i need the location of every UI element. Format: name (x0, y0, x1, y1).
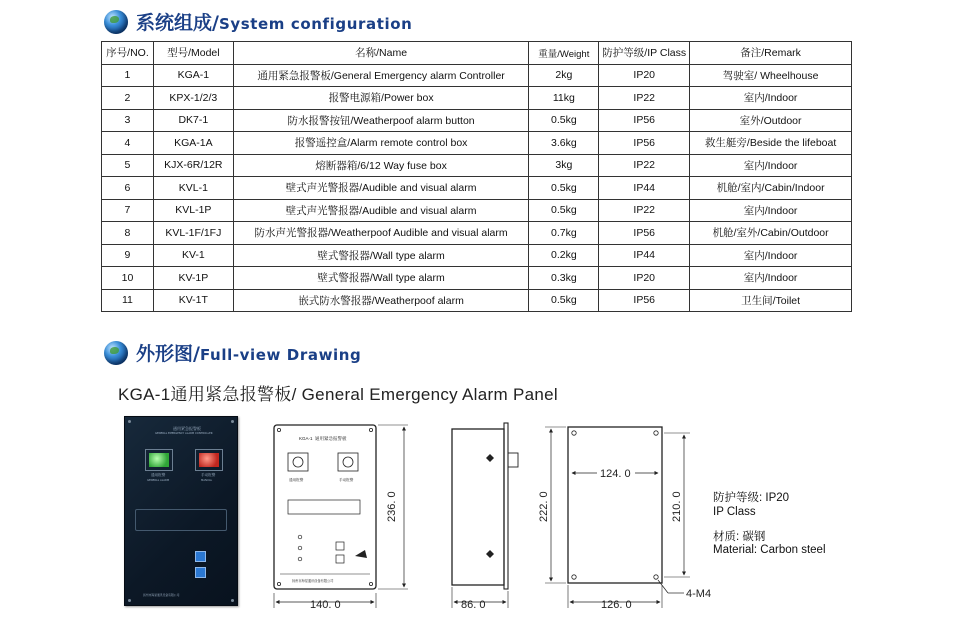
front-view-title-label: 通用紧急报警板 (315, 436, 347, 441)
side-view-drawing (452, 423, 518, 608)
cell-model: KJX-6R/12R (153, 154, 233, 177)
cell-ip-class: IP44 (599, 244, 690, 267)
manual-alarm-label-en: MANUAL (201, 479, 213, 482)
cell-model: KVL-1 (153, 177, 233, 200)
cell-model: KVL-1F/1FJ (153, 222, 233, 245)
general-alarm-label-zh: 通用报警 (151, 473, 166, 477)
cell-model: KV-1P (153, 267, 233, 290)
cell-ip-class: IP22 (599, 87, 690, 110)
cell-ip-class: IP56 (599, 222, 690, 245)
header-remark: 备注/Remark (690, 42, 852, 65)
cell-model: KV-1 (153, 244, 233, 267)
dim-back-height-left: 222. 0 (538, 491, 550, 522)
cell-weight: 0.3kg (529, 267, 599, 290)
cell-weight: 3.6kg (529, 132, 599, 155)
cell-name: 通用紧急报警板/General Emergency alarm Controller (233, 64, 529, 87)
spec-ip-class: 防护等级: IP20 (713, 492, 790, 504)
cell-no: 11 (102, 289, 154, 312)
spec-ip-class-en: IP Class (713, 506, 756, 518)
dim-back-inner-width: 124. 0 (600, 468, 631, 480)
back-view-drawing (545, 427, 690, 608)
cell-remark: 机舱/室外/Cabin/Outdoor (690, 222, 852, 245)
cell-name: 壁式警报器/Wall type alarm (233, 267, 529, 290)
front-view-company-label: 扬州市海星通讯设备有限公司 (292, 579, 334, 583)
cell-model: DK7-1 (153, 109, 233, 132)
header-model: 型号/Model (153, 42, 233, 65)
cell-remark: 卫生间/Toilet (690, 289, 852, 312)
cell-model: KGA-1 (153, 64, 233, 87)
cell-remark: 室内/Indoor (690, 267, 852, 290)
cell-weight: 0.7kg (529, 222, 599, 245)
cell-weight: 0.5kg (529, 177, 599, 200)
cell-weight: 0.5kg (529, 289, 599, 312)
cell-ip-class: IP56 (599, 109, 690, 132)
cell-no: 10 (102, 267, 154, 290)
cell-remark: 室内/Indoor (690, 199, 852, 222)
cell-remark: 室内/Indoor (690, 244, 852, 267)
cell-name: 报警电源箱/Power box (233, 87, 529, 110)
spec-material-en: Material: Carbon steel (713, 544, 826, 556)
dim-front-height: 236. 0 (386, 491, 398, 522)
header-ip-class: 防护等级/IP Class (599, 42, 690, 65)
panel-title: KGA-1通用紧急报警板/ General Emergency Alarm Panel (118, 385, 558, 404)
cell-weight: 2kg (529, 64, 599, 87)
cell-model: KV-1T (153, 289, 233, 312)
cell-weight: 0.5kg (529, 109, 599, 132)
cell-no: 6 (102, 177, 154, 200)
cell-ip-class: IP44 (599, 177, 690, 200)
dim-front-width: 140. 0 (310, 599, 341, 611)
cell-name: 防水声光警报器/Weatherpoof Audible and visual alarm (233, 222, 529, 245)
header-weight: 重量/Weight (529, 42, 599, 65)
cell-no: 7 (102, 199, 154, 222)
cell-name: 防水报警按钮/Weatherpoof alarm button (233, 109, 529, 132)
cell-weight: 3kg (529, 154, 599, 177)
cell-ip-class: IP20 (599, 64, 690, 87)
cell-remark: 室内/Indoor (690, 87, 852, 110)
cell-ip-class: IP22 (599, 199, 690, 222)
front-view-model-label: KGA-1 (299, 436, 313, 441)
cell-no: 2 (102, 87, 154, 110)
cell-name: 壁式声光警报器/Audible and visual alarm (233, 199, 529, 222)
cell-no: 5 (102, 154, 154, 177)
manual-alarm-label-zh: 手动报警 (201, 473, 216, 477)
cell-remark: 救生艇旁/Beside the lifeboat (690, 132, 852, 155)
header-name: 名称/Name (233, 42, 529, 65)
dim-holes: 4-M4 (686, 588, 712, 600)
general-alarm-label-en: GENERAL ALARM (147, 479, 170, 482)
cell-remark: 驾驶室/ Wheelhouse (690, 64, 852, 87)
cell-model: KPX-1/2/3 (153, 87, 233, 110)
cell-remark: 室外/Outdoor (690, 109, 852, 132)
photo-title-zh: 通用紧急报警板 (173, 426, 201, 431)
cell-weight: 11kg (529, 87, 599, 110)
section-title-en: Full-view Drawing (199, 346, 362, 364)
dim-back-height-right: 210. 0 (671, 491, 683, 522)
cell-ip-class: IP22 (599, 154, 690, 177)
spec-material: 材质: 碳钢 (713, 531, 766, 543)
front-view-button-label: 通用报警 (289, 478, 304, 482)
cell-no: 1 (102, 64, 154, 87)
cell-name: 嵌式防水警报器/Weatherpoof alarm (233, 289, 529, 312)
cell-no: 4 (102, 132, 154, 155)
cell-model: KGA-1A (153, 132, 233, 155)
dim-back-width: 126. 0 (601, 599, 632, 611)
cell-ip-class: IP56 (599, 132, 690, 155)
photo-company: 扬州市海星通讯设备有限公司 (143, 593, 180, 597)
cell-no: 8 (102, 222, 154, 245)
cell-ip-class: IP20 (599, 267, 690, 290)
cell-name: 熔断器箱/6/12 Way fuse box (233, 154, 529, 177)
cell-no: 3 (102, 109, 154, 132)
dim-side-depth: 86. 0 (461, 599, 486, 611)
cell-ip-class: IP56 (599, 289, 690, 312)
cell-weight: 0.2kg (529, 244, 599, 267)
cell-name: 壁式声光警报器/Audible and visual alarm (233, 177, 529, 200)
section-title-en: System configuration (218, 15, 413, 33)
cell-model: KVL-1P (153, 199, 233, 222)
cell-weight: 0.5kg (529, 199, 599, 222)
front-view-button-label: 手动报警 (339, 478, 354, 482)
cell-name: 报警遥控盒/Alarm remote control box (233, 132, 529, 155)
header-no: 序号/NO. (102, 42, 154, 65)
section-title-zh: 外形图/ (136, 343, 200, 365)
cell-remark: 室内/Indoor (690, 154, 852, 177)
photo-title-en: GENERAL EMERGENCY ALARM CONTROLLER (155, 432, 213, 435)
cell-no: 9 (102, 244, 154, 267)
cell-name: 壁式警报器/Wall type alarm (233, 244, 529, 267)
section-title-zh: 系统组成/ (136, 12, 219, 34)
cell-remark: 机舱/室内/Cabin/Indoor (690, 177, 852, 200)
